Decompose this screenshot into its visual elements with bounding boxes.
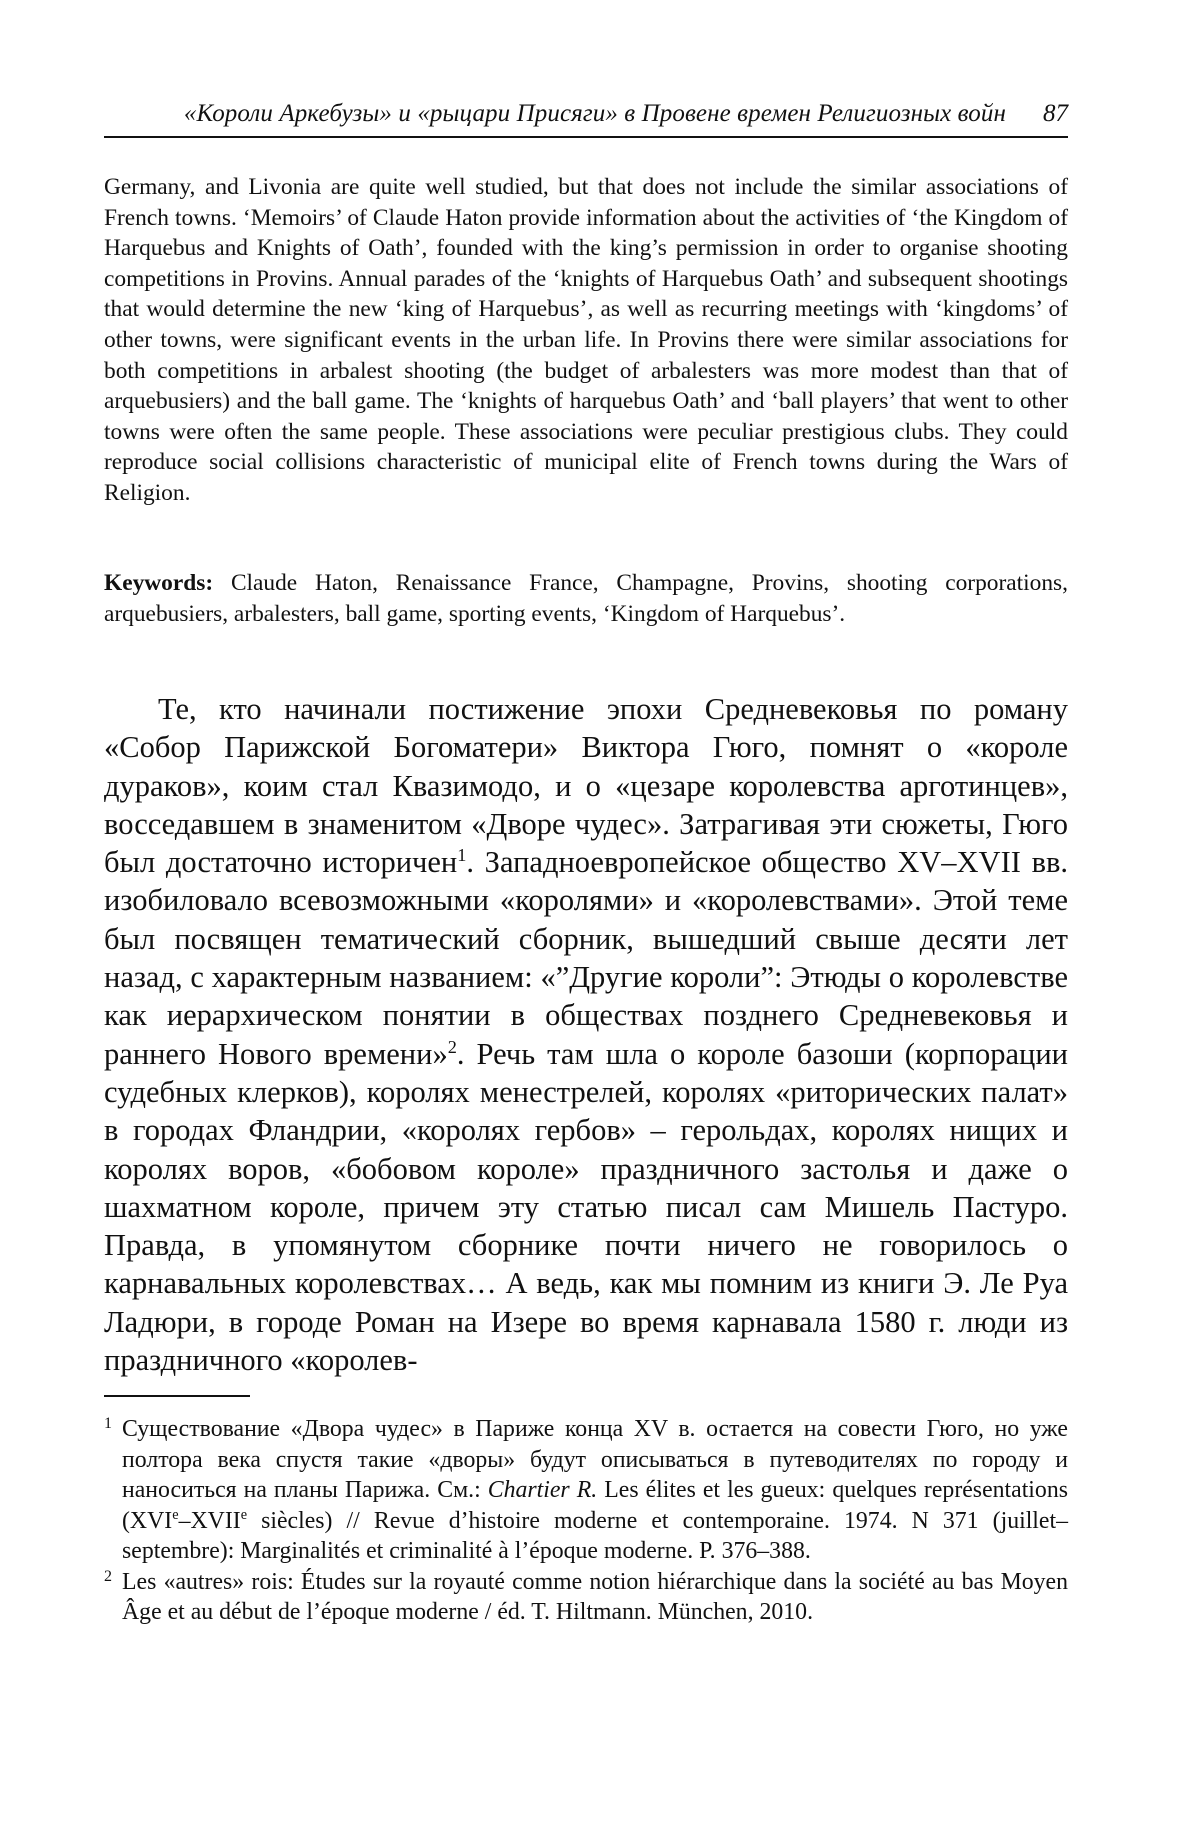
footnote-ref-2[interactable]: 2 [447, 1036, 457, 1057]
main-text-part-1: Те, кто начинали постижение эпохи Средневековья по роману «Собор Парижской Богоматери» Виктора Гюго, помнят о «короле дураков», коим стал Квазимодо, и о «цезаре королевства арготинцев», восседавшем в знаменитом «Дворе чудес». Затрагивая эти сюжеты, Гюго был достаточно историчен [104, 692, 1068, 880]
page-number: 87 [1043, 100, 1068, 127]
abstract-text: Germany, and Livonia are quite well studied, but that does not include the similar associations of French towns. ‘Memoirs’ of Claude Haton provide information about the activities of ‘the Kingdom of Harquebus and Knights of Oath’, founded with the king’s permission in order to organise shooting competitions in Provins. Annual parades of the ‘knights of Harquebus Oath’ and subsequent shootings that would determine the new ‘king of Harquebus’, as well as recurring meetings with ‘kingdoms’ of other towns, were significant events in the urban life. In Provins there were similar associations for both competitions in arbalest shooting (the budget of arbalesters was more modest than that of arquebusiers) and the ball game. The ‘knights of harquebus Oath’ and ‘ball players’ that went to other towns were often the same people. These associations were peculiar prestigious clubs. They could reproduce social collisions characteristic of municipal elite of French towns during the Wars of Religion. [104, 174, 1068, 506]
running-title: «Короли Аркебузы» и «рыцари Присяги» в Провене времен Религиозных войн [183, 100, 1006, 127]
keywords-text: Claude Haton, Renaissance France, Champagne, Provins, shooting corporations, arquebusiers, arbalesters, ball game, sporting events, ‘Kingdom of Harquebus’. [104, 570, 1068, 627]
century-superscript: e [172, 1506, 179, 1523]
main-paragraph [104, 690, 1068, 1379]
footnote-text: –XVII [178, 1507, 241, 1534]
footnote-ref-1[interactable]: 1 [457, 845, 467, 866]
footnote-author: Chartier R. [487, 1477, 598, 1503]
footnote-text: Les «autres» rois: Études sur la royauté comme notion hiérarchique dans la société au bas Moyen Âge et au début de l’époque moderne / éd. T. Hiltmann. München, 2010. [122, 1568, 1068, 1625]
footnote-text: Существование «Двора чудес» в Париже конца XV в. остается на совести Гюго, но уже полтора века спустя такие «дворы» будут описываться в путеводителях по городу и наноситься на планы Парижа. См.: [122, 1416, 1068, 1503]
century-superscript: e [240, 1506, 248, 1523]
english-abstract [104, 172, 1068, 509]
footnote-number: 1 [104, 1415, 112, 1432]
footnote-number: 2 [104, 1567, 112, 1585]
main-text-part-3: . Речь там шла о короле базоши (корпорации судебных клерков), королях менестрелей, королях «риторических палат» в городах Фландрии, «королях гербов» – герольдах, королях нищих и королях воров, «бобовом короле» праздничного застолья и даже о шахматном короле, причем эту статью писал сам Мишель Пастуро. Правда, в упомянутом сборнике почти ничего не говорилось о карнавальных королевствах… А ведь, как мы помним из книги Э. Ле Руа Ладюри, в городе Роман на Изере во время карнавала 1580 г. люди из праздничного «королев- [104, 1036, 1068, 1378]
footnote-text: siècles) // Revue d’histoire moderne et contemporaine. 1974. N 371 (juillet–septembre): Marginalités et criminalité à l’époque moderne. P. 376–388. [122, 1507, 1068, 1564]
main-text-part-2: . Западноевропейское общество XV–XVII вв. изобиловало всевозможными «королями» и «королевствами». Этой теме был посвящен тематический сборник, вышедший свыше десяти лет назад, с характерным названием: «”Другие короли”: Этюды о королевстве как иерархическом понятии в обществах позднего Средневековья и раннего Нового времени» [104, 845, 1068, 1071]
running-header [104, 92, 1068, 138]
keywords-block [104, 568, 1068, 629]
keywords-label: Keywords: [104, 570, 214, 596]
footnote-separator [104, 1395, 250, 1397]
footnote-1 [104, 1414, 1068, 1567]
footnote-text: Les élites et les gueux: quelques représentations (XVI [122, 1477, 1068, 1534]
footnote-2 [104, 1567, 1068, 1628]
footnotes [104, 1414, 1068, 1628]
